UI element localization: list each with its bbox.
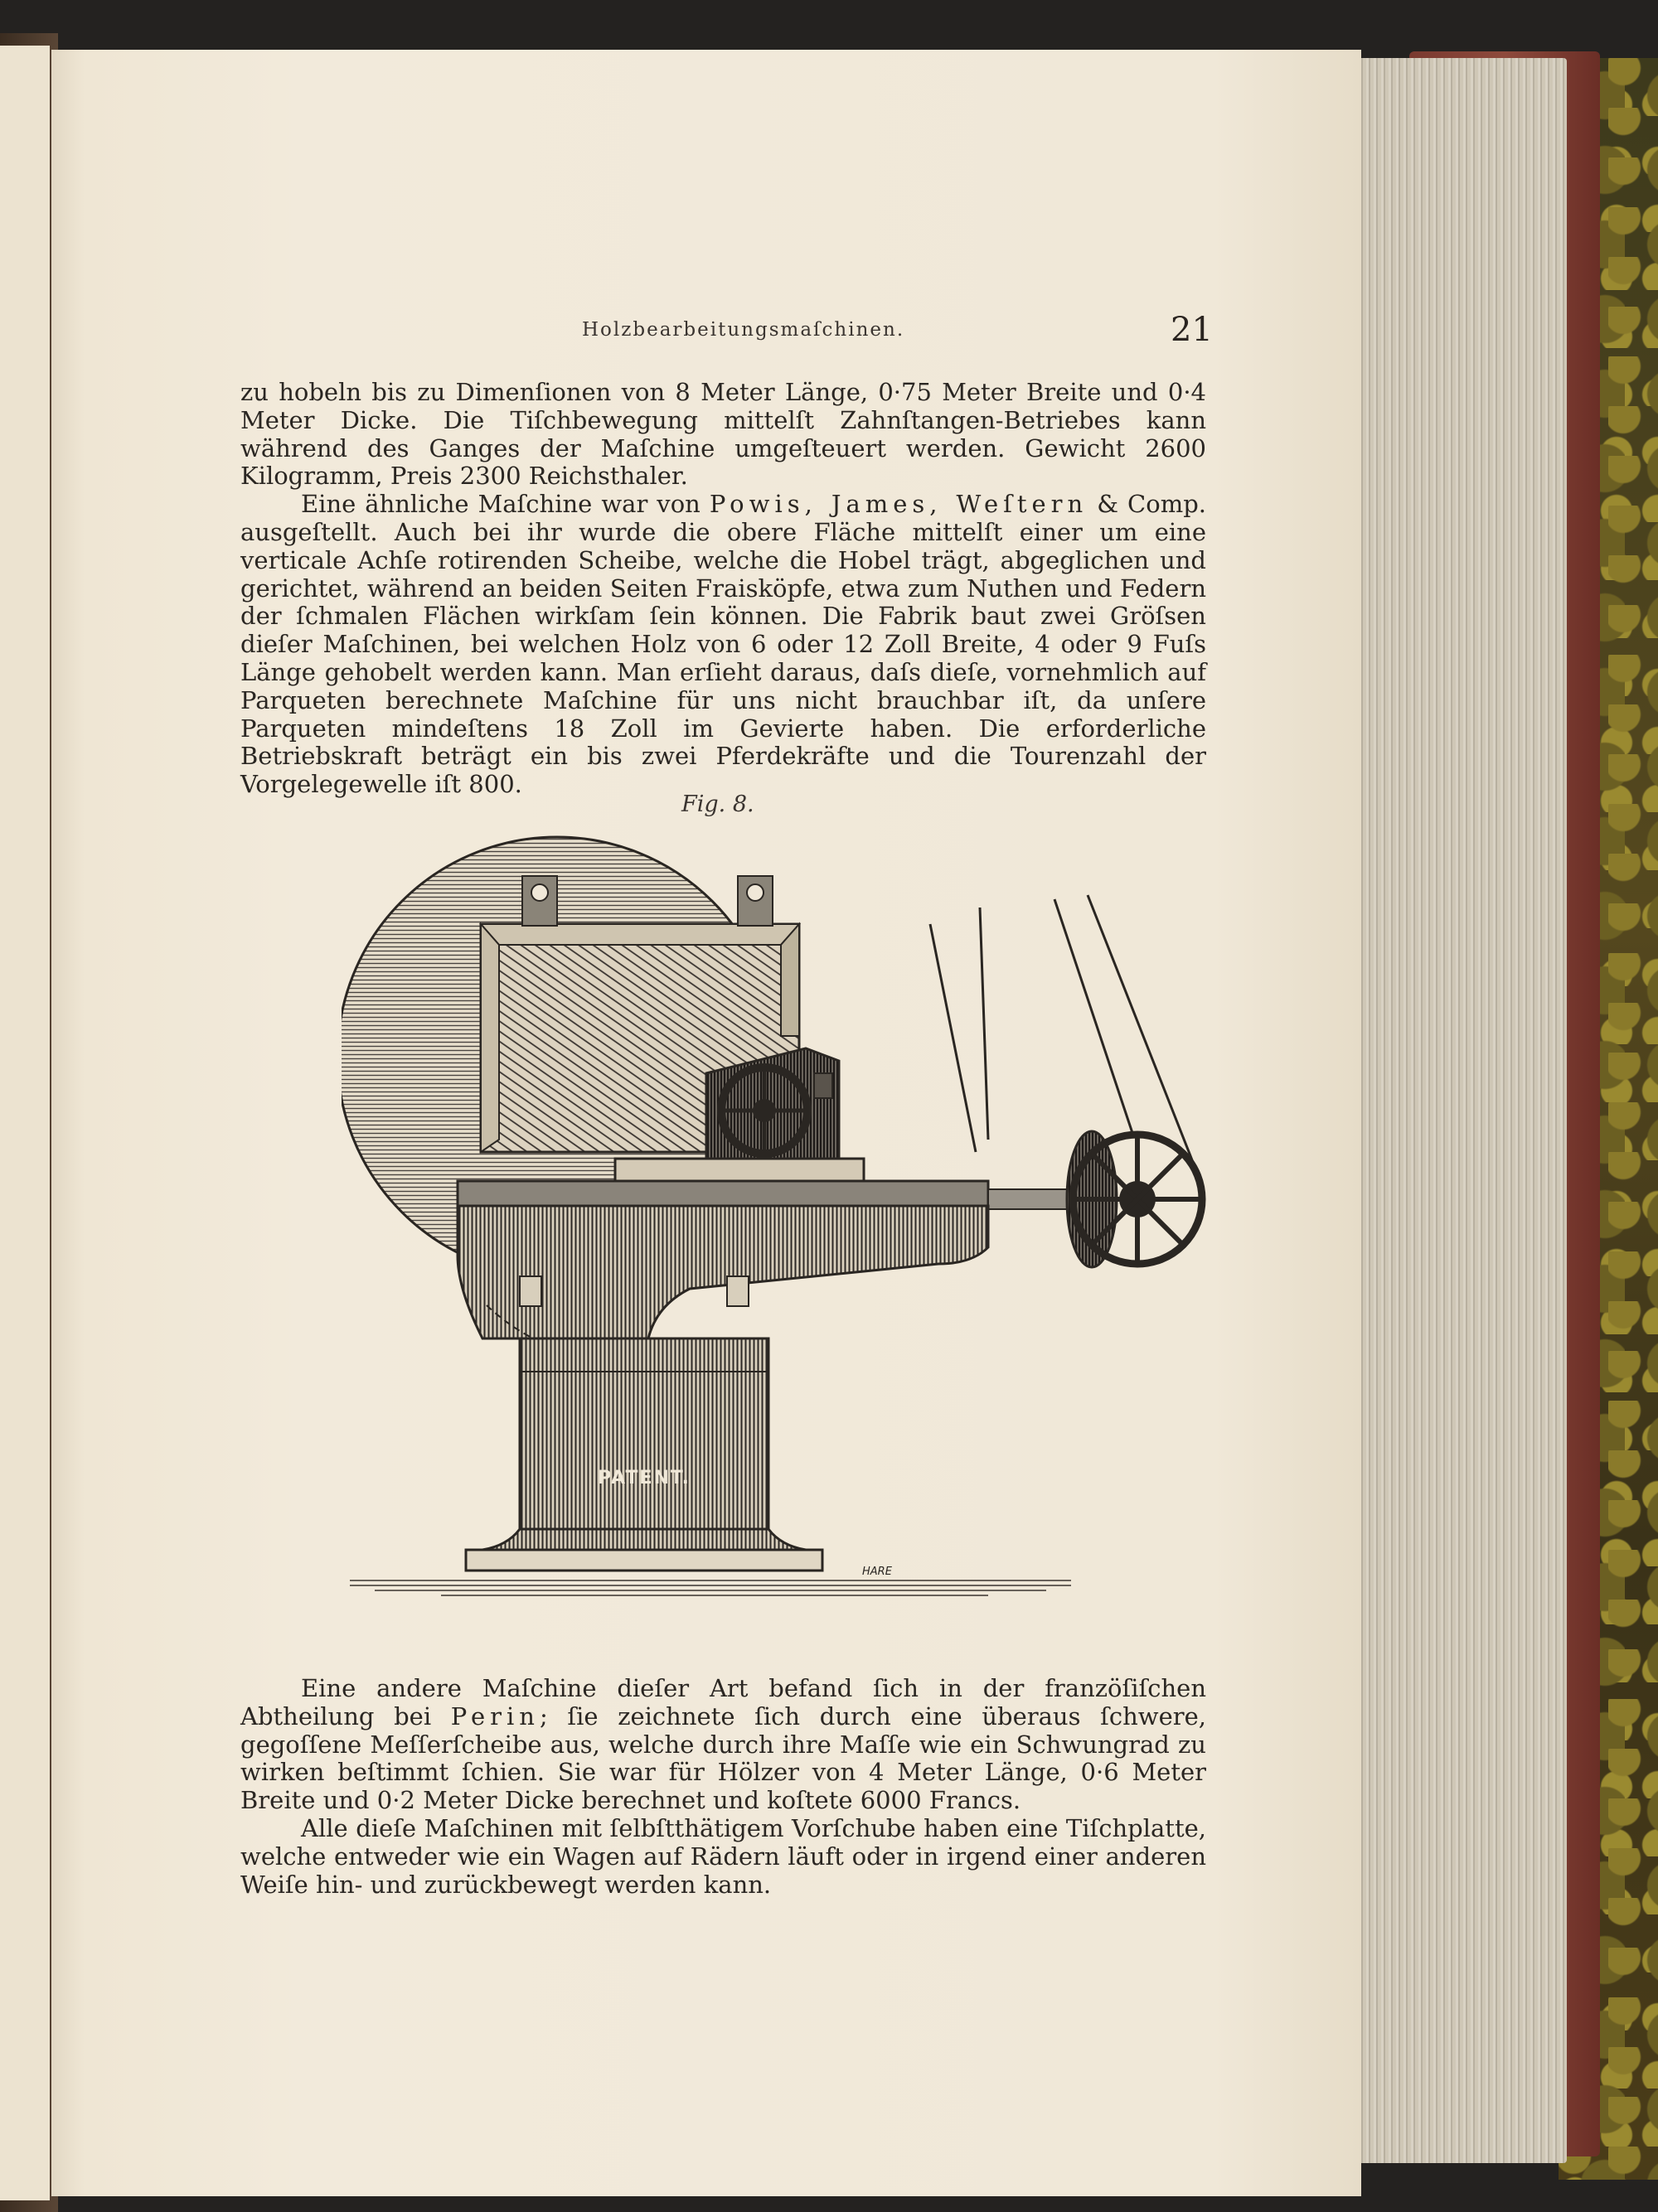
text-block-bottom [240, 1675, 1206, 1899]
paragraph-2 [240, 491, 1206, 799]
drive-belts [930, 895, 1197, 1173]
paragraph-3 [240, 1675, 1206, 1815]
engraver-signature: HARE [862, 1566, 892, 1578]
text-block-top [240, 379, 1206, 799]
machine-pedestal [520, 1338, 768, 1546]
paragraph-2-rest: & Comp. ausgeſtellt. Auch bei ihr wurde die obere Fläche mittelſt einer um eine verticale Achſe rotirenden Scheibe, welche die Hobel trägt, abgeglichen und gerichtet, während an beiden Seiten Fraisköpfe, etwa zum Nuthen und Federn der ſchmalen Flächen wirkſam ſein können. Die Fabrik baut zwei Gröſsen dieſer Maſchinen, bei welchen Holz von 6 oder 12 Zoll Breite, 4 oder 9 Fuſs Länge gehobelt werden kann. Man erſieht daraus, daſs dieſe, vornehmlich auf Parqueten berechnete Maſchine für uns nicht brauchbar iſt, da unſere Parqueten mindeſtens 18 Zoll im Gevierte haben. Die erforderliche Betriebskraft beträgt ein bis zwei Pferdekräfte und die Tourenzahl der Vorgelegewelle iſt 800. [240, 490, 1206, 799]
paragraph-3-prefix: Eine andere Maſchine dieſer Art befand ſich in der franzöſiſchen Abtheilung bei [240, 1674, 1206, 1730]
paragraph-2-prefix: Eine ähnliche Maſchine war von [301, 490, 710, 519]
page-number: 21 [1171, 311, 1213, 349]
paragraph-3-rest: ; ſie zeichnete ſich durch eine überaus ſchwere, gegoſſene Meſſerſcheibe aus, welche durch ihre Maſſe wie ein Schwungrad zu wirken beſtimmt ſchien. Sie war für Hölzer von 4 Meter Länge, 0·6 Meter Breite und 0·2 Meter Dicke berechnet und koſtete 6000 Francs. [240, 1701, 1207, 1815]
book-page [51, 50, 1361, 2196]
paragraph-4: Alle dieſe Maſchinen mit ſelbſtthätigem Vorſchube haben eine Tiſchplatte, welche entweder wie ein Wagen auf Rädern läuft oder in irgend einer anderen Weiſe hin- und zurückbewegt werden kann. [240, 1813, 1206, 1899]
figure-planing-machine [342, 825, 1212, 1637]
machine-base [466, 1550, 822, 1571]
left-page-edge [0, 46, 50, 2200]
ground-hatching [350, 1580, 1071, 1595]
planing-machine-engraving [342, 825, 1212, 1637]
paragraph-1: zu hobeln bis zu Dimenſionen von 8 Meter Länge, 0·75 Meter Breite und 0·4 Meter Dicke. Die Tiſchbewegung mittelſt Zahnſtangen-Betriebes kann während des Ganges der Maſchine umgeſteuert werden. Gewicht 2600 Kilogramm, Preis 2300 Reichsthaler. [240, 378, 1206, 491]
figure-caption: Fig. 8. [681, 791, 754, 817]
patent-label: PATENT. [598, 1468, 691, 1488]
exhibitor-name-powis: Powis, James, Weſtern [709, 490, 1088, 519]
machine-table [458, 1181, 988, 1206]
running-head: Holzbearbeitungsmaſchinen. [582, 319, 905, 341]
page-edges [1351, 58, 1567, 2163]
exhibitor-name-perin: Perin [450, 1701, 540, 1730]
machine-body-upper [458, 1206, 988, 1338]
